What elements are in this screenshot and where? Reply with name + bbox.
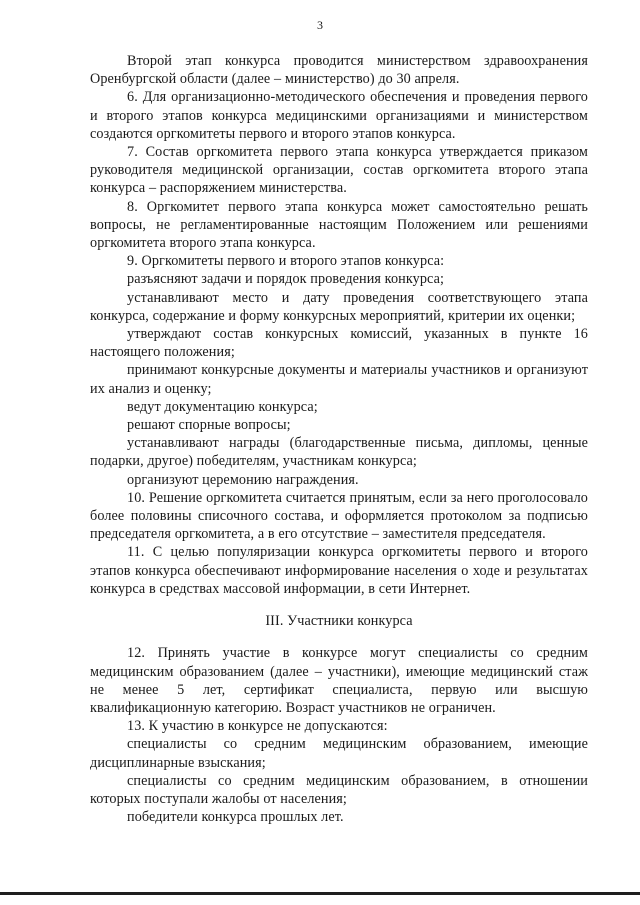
section-heading: III. Участники конкурса — [265, 613, 413, 630]
list-item-organize-ceremony: организуют церемонию награждения. — [127, 471, 359, 488]
page-number: 3 — [317, 18, 323, 32]
list-item-past-winners: победители конкурса прошлых лет. — [127, 809, 344, 826]
paragraph-item-7: 7. Состав оргкомитета первого этапа конкурса утверждается приказом руководителя медицинской организации, состав оргкомитета второго этапа конкурса – распоряжением министерства. — [90, 144, 588, 197]
list-item-accept-documents: принимают конкурсные документы и материалы участников и организуют их анализ и оценку; — [90, 362, 588, 397]
list-item-resolve-disputes: решают спорные вопросы; — [127, 417, 291, 434]
paragraph-item-11: 11. С целью популяризации конкурса оргкомитеты первого и второго этапов конкурса обеспечивают информирование населения о ходе и результатах конкурса в средствах массовой информации, в сети Интернет. — [90, 544, 588, 597]
bottom-scan-edge — [0, 892, 640, 895]
paragraph-item-6: 6. Для организационно-методического обеспечения и проведения первого и второго этапов конкурса медицинскими организациями и министерством создаются оргкомитеты первого и второго этапов конкурса. — [90, 89, 588, 142]
paragraph-stage-two: Второй этап конкурса проводится министерством здравоохранения Оренбургской области (далее – министерство) до 30 апреля. — [90, 53, 588, 88]
list-item-set-place-date: устанавливают место и дату проведения соответствующего этапа конкурса, содержание и форму конкурсных мероприятий, критерии их оценки; — [90, 289, 588, 324]
list-item-set-awards: устанавливают награды (благодарственные письма, дипломы, ценные подарки, другое) победителям, участникам конкурса; — [90, 435, 588, 470]
paragraph-item-8: 8. Оргкомитет первого этапа конкурса может самостоятельно решать вопросы, не регламентированные настоящим Положением или решениями оргкомитета второго этапа конкурса. — [90, 198, 588, 252]
paragraph-item-13: 13. К участию в конкурсе не допускаются: — [127, 718, 388, 735]
document-body — [90, 52, 588, 826]
paragraph-item-9: 9. Оргкомитеты первого и второго этапов конкурса: — [127, 253, 445, 270]
list-item-explain-tasks: разъясняют задачи и порядок проведения конкурса; — [127, 271, 445, 288]
list-item-keep-documentation: ведут документацию конкурса; — [127, 398, 318, 415]
list-item-disciplinary: специалисты со средним медицинским образованием, имеющие дисциплинарные взыскания; — [90, 736, 588, 771]
list-item-approve-commissions: утверждают состав конкурсных комиссий, указанных в пункте 16 настоящего положения; — [90, 326, 588, 361]
paragraph-item-10: 10. Решение оргкомитета считается принятым, если за него проголосовало более половины списочного состава, и оформляется протоколом за подписью председателя оргкомитета, а в его отсутствие – заместителя председателя. — [90, 489, 588, 543]
list-item-complaints: специалисты со средним медицинским образованием, в отношении которых поступали жалобы от населения; — [90, 772, 588, 807]
paragraph-item-12: 12. Принять участие в конкурсе могут специалисты со средним медицинским образованием (далее – участники), имеющие медицинский стаж не менее 5 лет, сертификат специалиста, первую или высшую квалификационную категорию. Возраст участников не ограничен. — [90, 645, 588, 716]
